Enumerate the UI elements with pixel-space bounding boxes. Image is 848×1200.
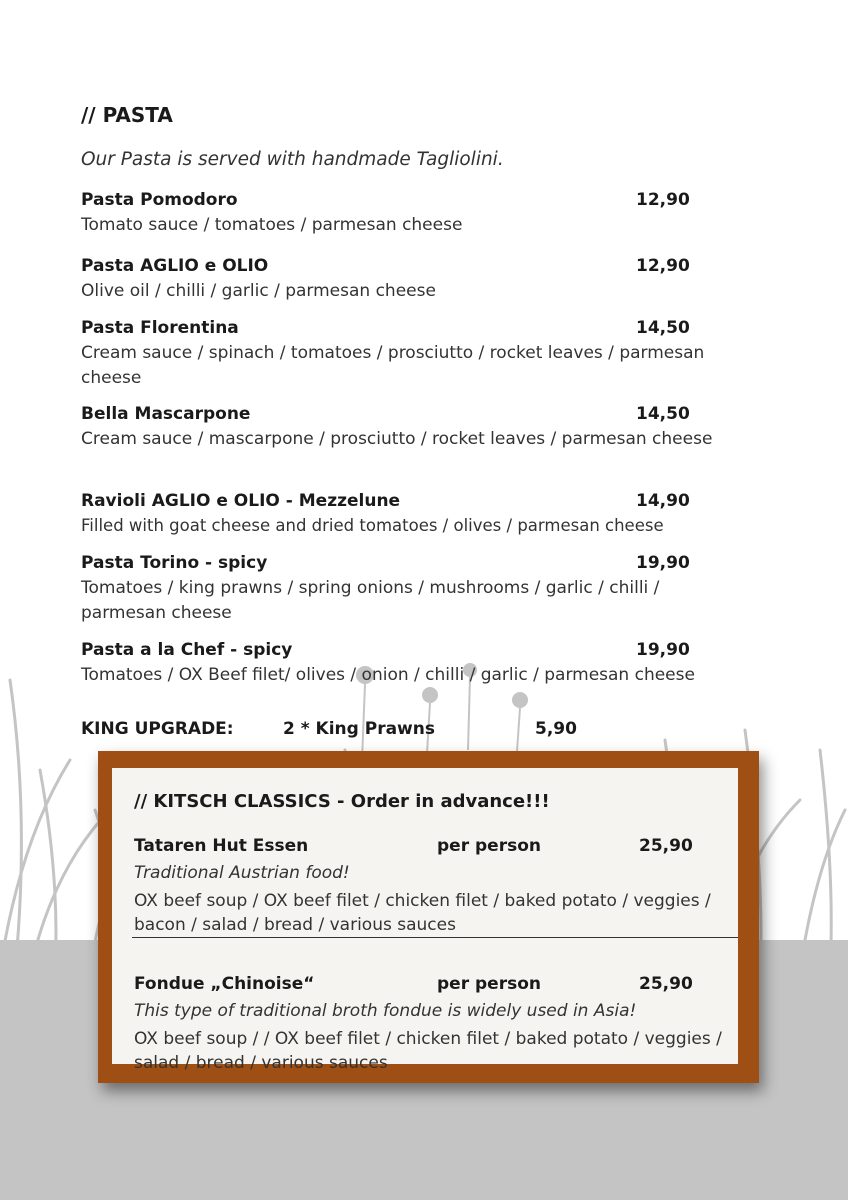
item-description: Tomatoes / king prawns / spring onions / mushrooms / garlic / chilli / parmesan cheese (81, 578, 660, 623)
menu-item (81, 402, 721, 452)
item-name: Bella Mascarpone (81, 404, 251, 424)
classics-item-name: Fondue „Chinoise“ (134, 974, 315, 994)
item-description: Cream sauce / mascarpone / prosciutto / rocket leaves / parmesan cheese (81, 429, 713, 449)
item-description: Cream sauce / spinach / tomatoes / prosciutto / rocket leaves / parmesan cheese (81, 343, 705, 388)
item-price: 19,90 (636, 553, 690, 573)
item-name: Pasta Torino - spicy (81, 553, 268, 573)
menu-item (81, 316, 721, 390)
classics-item (134, 972, 724, 1075)
classics-item-unit: per person (437, 974, 541, 994)
classics-item-note: This type of traditional broth fondue is widely used in Asia! (134, 1001, 637, 1021)
item-price: 19,90 (636, 640, 690, 660)
classics-divider (132, 937, 738, 938)
classics-item-unit: per person (437, 836, 541, 856)
menu-item (81, 188, 721, 238)
item-name: Pasta Pomodoro (81, 190, 238, 210)
section-title: // PASTA (81, 103, 173, 127)
item-price: 14,50 (636, 404, 690, 424)
classics-item-price: 25,90 (639, 974, 693, 994)
classics-item-description: OX beef soup / OX beef filet / chicken filet / baked potato / veggies / bacon / salad / bread / various sauces (134, 891, 711, 935)
item-description: Olive oil / chilli / garlic / parmesan cheese (81, 281, 436, 301)
upgrade-label: KING UPGRADE: (81, 719, 234, 739)
kitsch-classics-frame (98, 751, 759, 1083)
classics-title: // KITSCH CLASSICS - Order in advance!!! (134, 791, 550, 812)
section-intro: Our Pasta is served with handmade Tagliolini. (81, 149, 504, 170)
item-price: 14,50 (636, 318, 690, 338)
item-price: 12,90 (636, 190, 690, 210)
classics-item-price: 25,90 (639, 836, 693, 856)
upgrade-item: 2 * King Prawns (283, 719, 435, 739)
menu-item (81, 551, 721, 625)
menu-item (81, 254, 721, 304)
upgrade-price: 5,90 (535, 719, 577, 739)
menu-item (81, 489, 721, 539)
classics-item-note: Traditional Austrian food! (134, 863, 350, 883)
menu-item (81, 638, 721, 688)
item-price: 12,90 (636, 256, 690, 276)
item-description: Tomato sauce / tomatoes / parmesan cheese (81, 215, 463, 235)
item-description: Tomatoes / OX Beef filet/ olives / onion / chilli / garlic / parmesan cheese (81, 665, 695, 685)
kitsch-classics-card (112, 768, 738, 1073)
item-name: Pasta Florentina (81, 318, 239, 338)
item-name: Ravioli AGLIO e OLIO - Mezzelune (81, 491, 401, 511)
classics-item-description: OX beef soup / / OX beef filet / chicken filet / baked potato / veggies / salad / bread / various sauces (134, 1029, 722, 1073)
classics-item-name: Tataren Hut Essen (134, 836, 309, 856)
item-name: Pasta AGLIO e OLIO (81, 256, 269, 276)
item-description: Filled with goat cheese and dried tomatoes / olives / parmesan cheese (81, 516, 664, 535)
classics-item (134, 834, 724, 937)
item-name: Pasta a la Chef - spicy (81, 640, 293, 660)
item-price: 14,90 (636, 491, 690, 511)
